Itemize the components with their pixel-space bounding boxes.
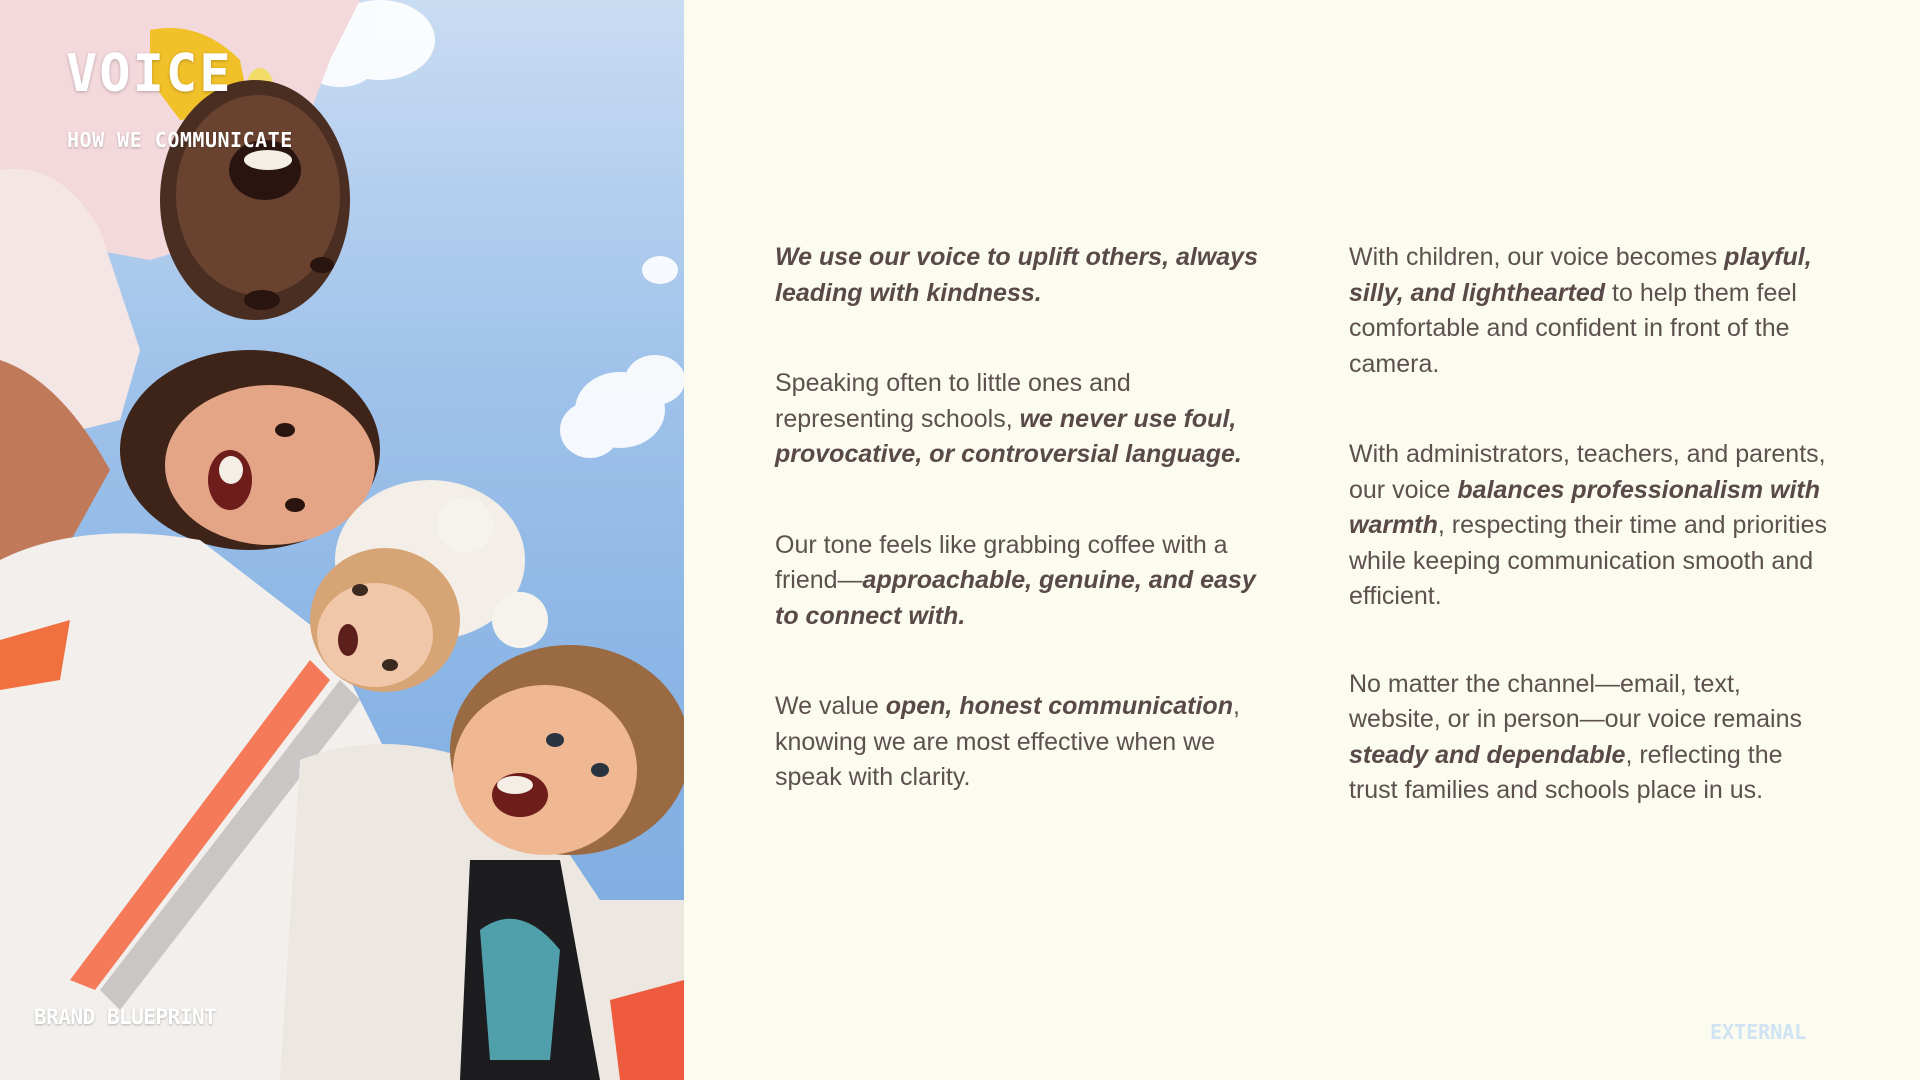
clouds [305,0,684,458]
left-text-column [775,240,1275,796]
kids-huddle-photo [0,0,684,1080]
paragraph-administrators: With administrators, teachers, and parents, our voice balances professionalism with warmth, respecting their time and priorities while keeping communication smooth and efficient. [1349,440,1827,610]
right-text-column [1349,240,1829,809]
page-title: VOICE [66,44,233,104]
paragraph-language: Speaking often to little ones and representing schools, we never use foul, provocative, or controversial language. [775,369,1242,468]
paragraph-children: With children, our voice becomes playful, silly, and lighthearted to help them feel comfortable and confident in front of the camera. [1349,243,1812,378]
paragraph-uplift: We use our voice to uplift others, always leading with kindness. [775,243,1258,307]
paragraph-channels: No matter the channel—email, text, website, or in person—our voice remains steady and dependable, reflecting the trust families and schools place in us. [1349,669,1802,804]
classification-label: EXTERNAL [1710,1020,1807,1044]
paragraph-communication: We value open, honest communication, knowing we are most effective when we speak with clarity. [775,692,1240,791]
brand-footer: BRAND BLUEPRINT [34,1005,217,1029]
hero-photo [0,0,684,1080]
paragraph-tone: Our tone feels like grabbing coffee with a friend—approachable, genuine, and easy to connect with. [775,530,1256,630]
page-subtitle: HOW WE COMMUNICATE [67,128,293,152]
